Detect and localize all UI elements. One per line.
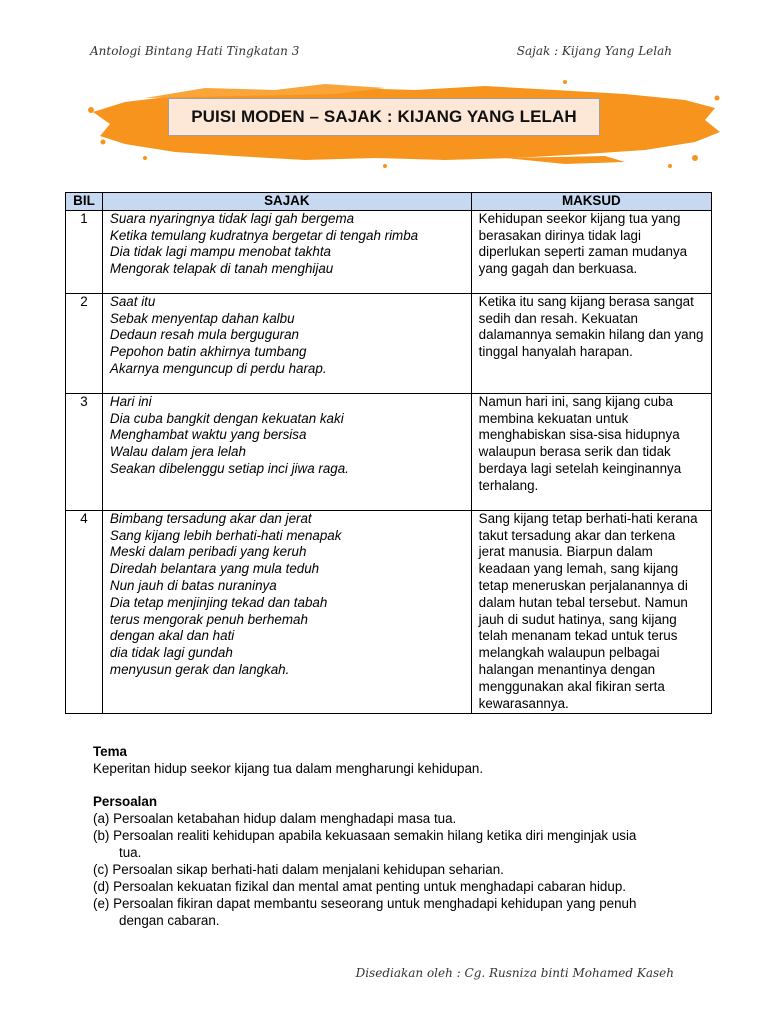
meaning-line: halangan menantinya dengan <box>478 661 656 677</box>
poem-line: dia tidak lagi gundah <box>109 645 233 661</box>
row-number: 4 <box>66 510 103 713</box>
poem-line: Suara nyaringnya tidak lagi gah bergema <box>109 210 355 226</box>
meaning-line: Namun hari ini, sang kijang cuba <box>478 393 673 409</box>
meaning-line: Sang kijang tetap berhati-hati kerana <box>478 510 698 526</box>
header-right: Sajak : Kijang Yang Lelah <box>516 44 672 58</box>
poem-line: terus mengorak penuh berhemah <box>109 611 308 627</box>
poem-line: Saat itu <box>109 293 156 309</box>
poem-line: Nun jauh di batas nuraninya <box>109 577 277 593</box>
meaning-line: telah menanam tekad untuk terus <box>478 628 678 644</box>
meaning-line: takut tersadung akar dan terkena <box>478 527 676 543</box>
poem-line: Mengorak telapak di tanah menghijau <box>109 261 334 277</box>
persoalan-item: (d) Persoalan kekuatan fizikal dan mental amat penting untuk menghadapi cabaran hidup. <box>93 879 626 894</box>
poem-line: Dia tetap menjinjing tekad dan tabah <box>109 594 328 610</box>
poem-line: Seakan dibelenggu setiap inci jiwa raga. <box>109 460 349 476</box>
poem-stanza <box>102 510 471 713</box>
meaning-line: sedih dan resah. Kekuatan <box>478 310 638 326</box>
persoalan-section <box>93 793 683 929</box>
meaning-line: keadaan yang lemah, sang kijang <box>478 561 679 577</box>
poem-line: Ketika temulang kudratnya bergetar di tengah rimba <box>109 227 419 243</box>
meaning-line: tinggal hanyalah harapan. <box>478 344 633 360</box>
poem-line: Walau dalam jera lelah <box>109 444 246 460</box>
poem-stanza <box>102 293 471 393</box>
meaning-line: dalam hutan tebal tersebut. Namun <box>478 594 688 610</box>
poem-line: Dia cuba bangkit dengan kekuatan kaki <box>109 410 344 426</box>
persoalan-item: (e) Persoalan fikiran dapat membantu seseorang untuk menghadapi kehidupan yang penuh <box>93 896 637 911</box>
poem-line: Diredah belantara yang mula teduh <box>109 561 320 577</box>
poem-line: Dia tidak lagi mampu menobat takhta <box>109 244 331 260</box>
persoalan-heading: Persoalan <box>93 794 158 809</box>
meaning-line: tetap meneruskan perjalanannya di <box>478 577 688 593</box>
row-number: 3 <box>66 393 103 510</box>
meaning-line: menghabiskan sisa-sisa hidupnya <box>478 427 680 443</box>
meaning-text <box>471 293 711 393</box>
meaning-text <box>471 393 711 510</box>
poem-line: Bimbang tersadung akar dan jerat <box>109 510 312 526</box>
footer-credit: Disediakan oleh : Cg. Rusniza binti Mohamed Kaseh <box>355 966 674 980</box>
poem-line: Meski dalam peribadi yang keruh <box>109 544 307 560</box>
poem-stanza <box>102 393 471 510</box>
poem-line: Sebak menyentap dahan kalbu <box>109 310 295 326</box>
poem-table <box>65 192 712 714</box>
tema-text: Keperitan hidup seekor kijang tua dalam mengharungi kehidupan. <box>93 761 484 776</box>
meaning-line: Kehidupan seekor kijang tua yang <box>478 210 681 226</box>
poem-line: Sang kijang lebih berhati-hati menapak <box>109 527 342 543</box>
poem-line: Menghambat waktu yang bersisa <box>109 427 307 443</box>
persoalan-item-continuation: tua. <box>119 845 142 860</box>
persoalan-item: (c) Persoalan sikap berhati-hati dalam menjalani kehidupan seharian. <box>93 862 504 877</box>
table-row <box>66 510 712 713</box>
row-number: 1 <box>66 210 103 293</box>
poem-line: dengan akal dan hati <box>109 628 235 644</box>
meaning-line: walaupun berasa serik dan tidak <box>478 444 671 460</box>
title-box <box>168 98 600 136</box>
meaning-line: kewarasannya. <box>478 695 569 711</box>
table-row <box>66 210 712 293</box>
meaning-text <box>471 510 711 713</box>
tema-heading: Tema <box>93 744 127 759</box>
persoalan-item: (a) Persoalan ketabahan hidup dalam menghadapi masa tua. <box>93 811 457 826</box>
poem-line: Pepohon batin akhirnya tumbang <box>109 344 307 360</box>
table-row <box>66 393 712 510</box>
table-header-row <box>66 193 712 211</box>
meaning-line: jauh di sudut hatinya, sang kijang <box>478 611 677 627</box>
header-left: Antologi Bintang Hati Tingkatan 3 <box>90 44 300 58</box>
poem-line: menyusun gerak dan langkah. <box>109 661 290 677</box>
meaning-line: melangkah walaupun pelbagai <box>478 645 660 661</box>
meaning-line: membina kekuatan untuk <box>478 410 629 426</box>
table-row <box>66 293 712 393</box>
tema-section <box>93 743 483 777</box>
col-header-maksud: MAKSUD <box>471 193 711 211</box>
page-title: PUISI MODEN – SAJAK : KIJANG YANG LELAH <box>191 107 577 126</box>
meaning-line: yang gagah dan berkuasa. <box>478 261 638 277</box>
col-header-bil: BIL <box>66 193 103 211</box>
meaning-text <box>471 210 711 293</box>
row-number: 2 <box>66 293 103 393</box>
meaning-line: dalamannya semakin hilang dan yang <box>478 327 704 343</box>
col-header-sajak: SAJAK <box>102 193 471 211</box>
meaning-line: berdaya lagi setelah keinginannya <box>478 460 682 476</box>
meaning-line: jerat manusia. Biarpun dalam <box>478 544 653 560</box>
meaning-line: terhalang. <box>478 477 539 493</box>
meaning-line: berasakan dirinya tidak lagi <box>478 227 641 243</box>
poem-stanza <box>102 210 471 293</box>
meaning-line: diperlukan seperti zaman mudanya <box>478 244 688 260</box>
poem-line: Akarnya menguncup di perdu harap. <box>109 360 327 376</box>
poem-line: Dedaun resah mula berguguran <box>109 327 300 343</box>
meaning-line: menggunakan akal fikiran serta <box>478 678 665 694</box>
persoalan-item-continuation: dengan cabaran. <box>119 913 220 928</box>
meaning-line: Ketika itu sang kijang berasa sangat <box>478 293 694 309</box>
poem-line: Hari ini <box>109 393 152 409</box>
persoalan-item: (b) Persoalan realiti kehidupan apabila kekuasaan semakin hilang ketika diri menginjak usia <box>93 828 637 843</box>
